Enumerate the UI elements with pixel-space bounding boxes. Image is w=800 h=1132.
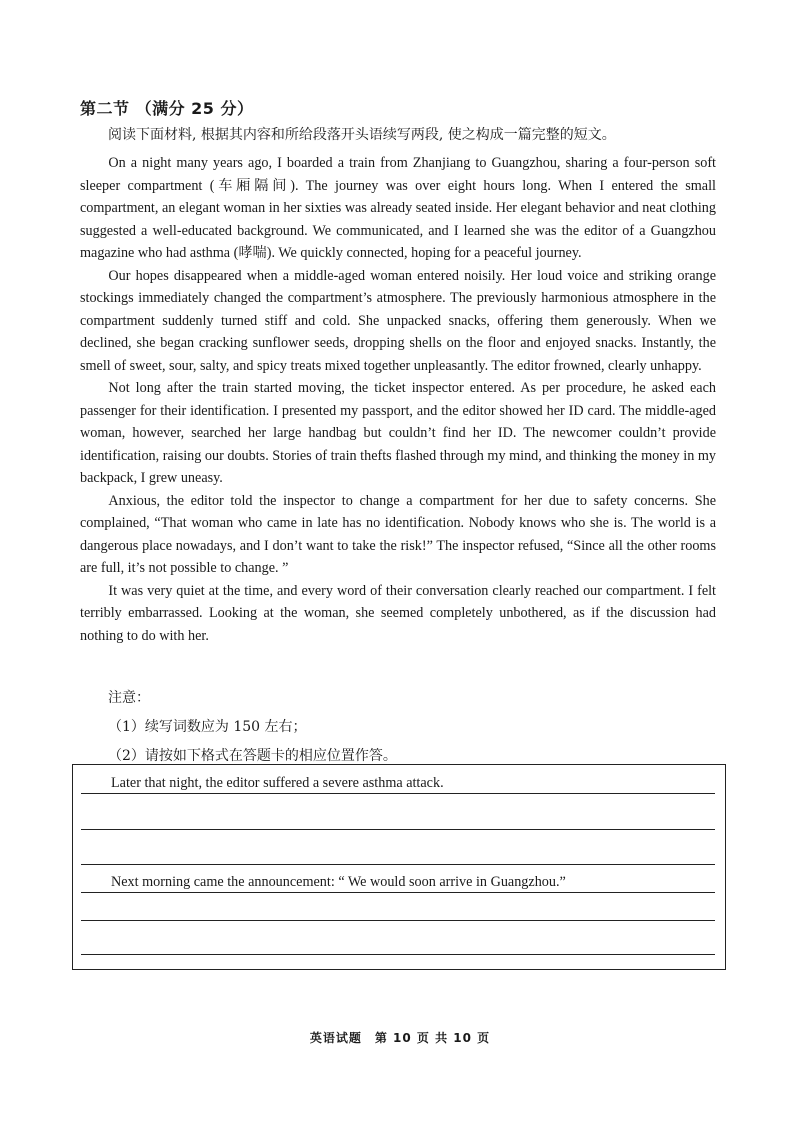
- answer-line-paragraph1-start[interactable]: [81, 771, 715, 794]
- answer-line[interactable]: [81, 932, 715, 955]
- paragraph1-opening: Later that night, the editor suffered a severe asthma attack.: [111, 775, 444, 791]
- answer-box: [72, 764, 726, 970]
- passage-paragraph-3: Not long after the train started moving, the ticket inspector entered. As per procedure, he asked each passenger for their identification. I presented my passport, and the editor showed her ID card. The middle-aged woman, however, searched her large handbag but couldn’t find her ID. The newcomer couldn’t provide identification, raising our doubts. Stories of train thefts flashed through my mind, and thinking the money in my backpack, I grew uneasy.: [80, 380, 716, 486]
- passage-paragraph-1: On a night many years ago, I boarded a train from Zhanjiang to Guangzhou, sharing a four-person soft sleeper compartment (车厢隔间). The journey was over eight hours long. When I entered the small compartment, an elegant woman in her sixties was already seated inside. Her elegant behavior and neat clothing suggested a well-educated background. We communicated, and I learned she was the editor of a Guangzhou magazine who had asthma (哮喘). We quickly connected, hoping for a peaceful journey.: [80, 155, 716, 261]
- notes-heading: 注意：: [108, 690, 150, 706]
- section-instruction: 阅读下面材料, 根据其内容和所给段落开头语续写两段, 使之构成一篇完整的短文。: [108, 127, 616, 143]
- passage-paragraph-2: Our hopes disappeared when a middle-aged woman entered noisily. Her loud voice and striking orange stockings immediately changed the compartment’s atmosphere. The previously harmonious atmosphere in the compartment suddenly turned stiff and cold. She unpacked snacks, offering them generously. When we declined, she began cracking sunflower seeds, dropping shells on the floor and enjoyed snacks. Instantly, the smell of sweet, sour, salty, and spicy treats mixed together unpleasantly. The editor frowned, clearly unhappy.: [80, 267, 716, 374]
- section-title: 第二节 （满分 25 分）: [80, 99, 254, 118]
- passage-paragraph-4: Anxious, the editor told the inspector to change a compartment for her due to safety concerns. She complained, “That woman who came in late has no identification. Nobody knows who she is. The world is a dangerous place nowadays, and I don’t want to take the risk!” The inspector refused, “Since all the other rooms are full, it’s not possible to change. ”: [80, 492, 716, 576]
- note-item-word-count: （1）续写词数应为 150 左右；: [108, 719, 307, 735]
- answer-line[interactable]: [81, 807, 715, 830]
- reading-passage: [80, 152, 716, 647]
- page-footer: 英语试题 第 10 页 共 10 页: [309, 1031, 491, 1045]
- answer-line[interactable]: [81, 842, 715, 865]
- paragraph2-opening: Next morning came the announcement: “ We would soon arrive in Guangzhou.”: [111, 874, 566, 890]
- notes-block: [108, 684, 397, 771]
- answer-line-paragraph2-start[interactable]: [81, 870, 715, 893]
- note-item-format: （2）请按如下格式在答题卡的相应位置作答。: [108, 748, 397, 764]
- passage-paragraph-5: It was very quiet at the time, and every word of their conversation clearly reached our compartment. I felt terribly embarrassed. Looking at the woman, she seemed completely unbothered, as if the discussion had nothing to do with her.: [80, 582, 716, 644]
- answer-line[interactable]: [81, 898, 715, 921]
